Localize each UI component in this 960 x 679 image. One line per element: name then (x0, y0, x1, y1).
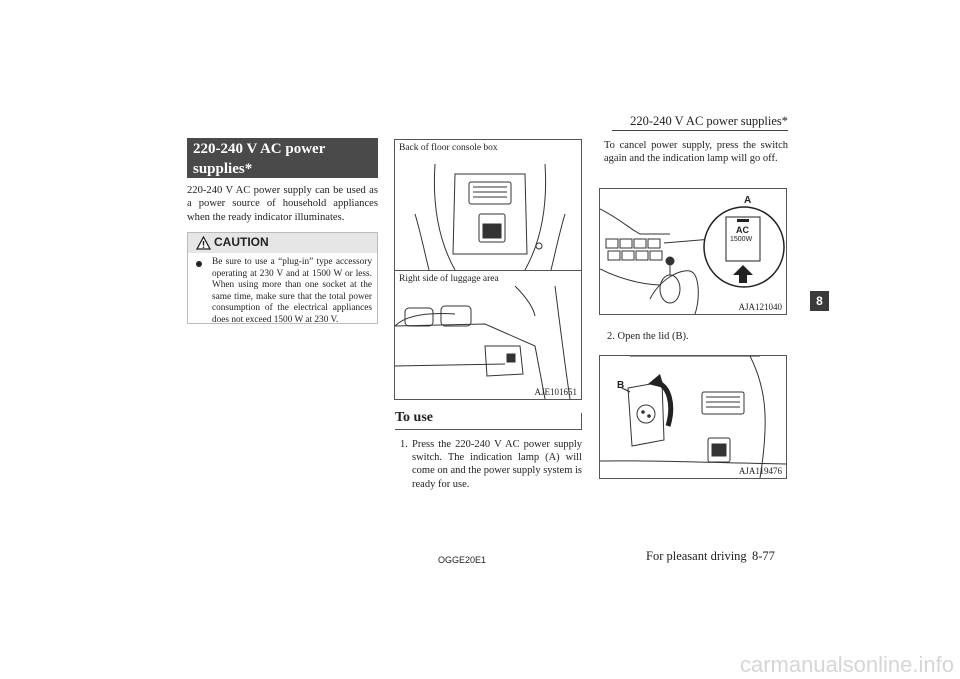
to-use-heading: To use (395, 410, 434, 425)
switch-figure (599, 188, 787, 315)
intro-paragraph: 220-240 V AC power supply can be used as a power source of household appliances when the ready indicator illuminates. (187, 185, 378, 223)
switch-label-wattage: 1500W (730, 236, 753, 243)
step-1-number: 1. (400, 439, 408, 450)
callout-a: A (744, 195, 752, 206)
figure-code: AJA121040 (738, 302, 782, 312)
chapter-tab: 8 (810, 291, 829, 311)
heading-rule (395, 429, 582, 430)
step-1 (400, 438, 582, 491)
warning-triangle-icon (196, 236, 211, 250)
figure-label-luggage: Right side of luggage area (399, 274, 499, 284)
lid-figure (599, 355, 787, 479)
callout-b: B (617, 380, 625, 391)
figure-code: AJA119476 (738, 466, 782, 476)
section-title-box (187, 138, 378, 178)
figure-divider (395, 270, 581, 271)
watermark: carmanualsonline.info (739, 652, 954, 677)
bullet-icon (195, 260, 203, 268)
figure-label-console: Back of floor console box (399, 143, 498, 153)
caution-text: Be sure to use a “plug-in” type accessory operating at 230 V and at 1500 W or less. When using more than one socket at the same time, make sure that the total power consumption of the electrical appliances does not exceed 1500 W at 230 V. (212, 257, 372, 325)
floor-console-illustration (395, 154, 581, 270)
ac-switch-illustration (600, 189, 786, 314)
section-title-line1: 220-240 V AC power (193, 141, 326, 157)
caution-label: CAUTION (214, 235, 269, 249)
lid-open-illustration (600, 356, 786, 478)
section-title-line2: supplies* (193, 161, 253, 177)
page-number: 8-77 (752, 549, 775, 563)
console-luggage-figure (394, 139, 582, 400)
footer-section-title: For pleasant driving (646, 549, 747, 563)
heading-rule-tick (581, 413, 582, 430)
cancel-paragraph: To cancel power supply, press the switch again and the indication lamp will go off. (604, 140, 788, 165)
switch-label-ac: AC (736, 225, 749, 235)
step-2: 2. Open the lid (B). (607, 331, 689, 342)
header-rule (612, 130, 788, 131)
figure-code: AJE101651 (534, 387, 577, 397)
luggage-area-illustration (395, 286, 581, 399)
running-header: 220-240 V AC power supplies* (630, 114, 788, 128)
caution-box (187, 232, 378, 324)
document-code: OGGE20E1 (438, 555, 487, 565)
step-1-text: Press the 220-240 V AC power supply switch. The indication lamp (A) will come on and the power supply system is ready for use. (412, 439, 583, 490)
